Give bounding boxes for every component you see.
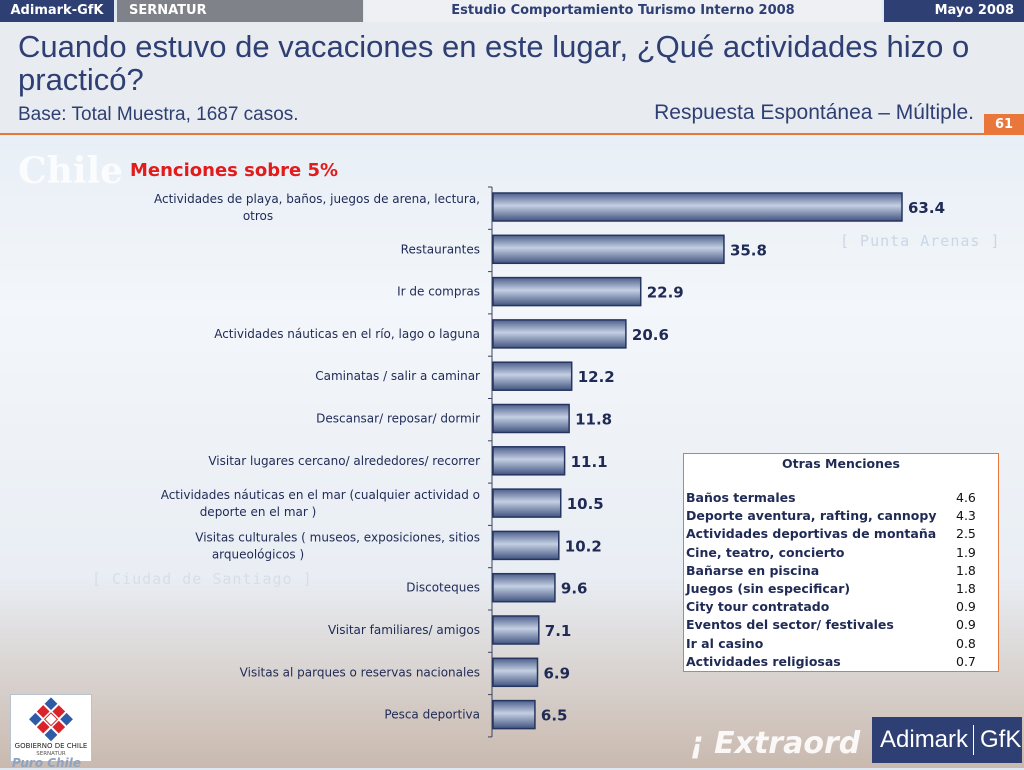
date-label: Mayo 2008 [884, 0, 1024, 22]
data-label-9: 10.2 [564, 537, 602, 556]
other-mention-value: 1.8 [956, 562, 976, 578]
other-mention-name: Ir al casino [686, 635, 764, 651]
other-mention-value: 4.3 [956, 508, 976, 524]
category-label-1-line-2: otros [242, 209, 274, 223]
other-mention-row [686, 526, 996, 544]
base-text: Base: Total Muestra, 1687 casos. [18, 104, 299, 125]
other-mention-name: Eventos del sector/ festivales [686, 617, 894, 633]
category-label-9-line-1: Visitas culturales ( museos, exposiciones, sitios [195, 530, 480, 545]
other-mentions-title: Otras Menciones [782, 456, 900, 471]
other-mention-name: Cine, teatro, concierto [686, 544, 845, 560]
data-label-4: 20.6 [631, 325, 669, 344]
bar-8 [493, 489, 561, 517]
data-label-5: 12.2 [577, 368, 615, 387]
adimark-wordmark: Adimark [880, 726, 969, 753]
bar-3 [493, 278, 641, 306]
category-label-3: Ir de compras [397, 284, 480, 299]
category-label-8-line-2: deporte en el mar ) [199, 505, 317, 520]
category-label-5: Caminatas / salir a caminar [315, 369, 480, 384]
data-label-11: 7.1 [544, 622, 572, 640]
category-label-2: Restaurantes [400, 242, 480, 257]
other-mention-name: Actividades deportivas de montaña [686, 526, 937, 542]
gfk-wordmark: GfK [980, 726, 1022, 753]
other-mention-row [686, 490, 996, 508]
data-label-3: 22.9 [646, 283, 684, 302]
bar-1 [493, 193, 902, 221]
response-type: Respuesta Espontánea – Múltiple. [654, 101, 974, 124]
other-mention-value: 0.7 [956, 653, 976, 669]
bar-2 [493, 235, 724, 263]
data-label-1: 63.4 [908, 199, 946, 217]
other-mention-name: Juegos (sin especificar) [686, 581, 851, 596]
adimark-gfk-logo [872, 717, 1022, 763]
gobierno-emblem-icon [11, 695, 91, 741]
data-label-12: 6.9 [543, 664, 571, 683]
data-label-13: 6.5 [540, 706, 568, 725]
bar-13 [493, 701, 535, 729]
other-mention-row [686, 508, 996, 526]
other-mention-row [686, 599, 996, 617]
gobierno-logo [10, 694, 92, 762]
data-label-6: 11.8 [575, 410, 613, 429]
bar-7 [493, 447, 565, 475]
category-label-6: Descansar/ reposar/ dormir [316, 411, 480, 426]
bar-11 [493, 616, 539, 644]
bar-4 [493, 320, 626, 348]
category-label-1-line-1: Actividades de playa, baños, juegos de arena, lectura, [154, 192, 480, 206]
category-label-12: Visitas al parques o reservas nacionales [239, 665, 480, 680]
bar-6 [493, 405, 569, 433]
background-punta-arenas: [ Punta Arenas ] [840, 232, 1001, 250]
background-chile-text: Chile [18, 150, 124, 192]
category-label-8-line-1: Actividades náuticas en el mar (cualquier actividad o [160, 488, 480, 503]
data-label-8: 10.5 [566, 495, 604, 514]
other-mention-row [686, 636, 996, 654]
other-mention-name: Bañarse en piscina [686, 562, 820, 578]
background-santiago: [ Ciudad de Santiago ] [92, 570, 313, 588]
category-label-13: Pesca deportiva [384, 707, 480, 722]
other-mention-row [686, 617, 996, 635]
other-mention-value: 1.8 [956, 581, 976, 596]
bar-9 [493, 531, 559, 559]
bar-12 [493, 658, 538, 686]
data-label-2: 35.8 [729, 241, 767, 260]
chart-title: Menciones sobre 5% [130, 160, 339, 181]
bar-10 [493, 574, 555, 602]
client-label: SERNATUR [117, 0, 363, 22]
category-label-7: Visitar lugares cercano/ alrededores/ recorrer [208, 453, 480, 468]
other-mention-value: 0.9 [956, 599, 976, 615]
gobierno-label: GOBIERNO DE CHILE [14, 742, 88, 750]
other-mention-value: 2.5 [956, 526, 976, 542]
bar-5 [493, 362, 572, 390]
category-label-10: Discoteques [406, 580, 480, 595]
other-mention-value: 0.9 [956, 617, 976, 633]
other-mention-name: City tour contratado [686, 599, 830, 615]
category-label-9-line-2: arqueológicos ) [211, 547, 305, 562]
category-label-11: Visitar familiares/ amigos [327, 623, 480, 637]
study-label: Estudio Comportamiento Turismo Interno 2008 [364, 0, 882, 22]
other-mention-row [686, 581, 996, 599]
other-mention-value: 1.9 [956, 544, 976, 560]
page-number: 61 [984, 114, 1024, 135]
other-mention-row [686, 654, 996, 672]
logo-separator [973, 725, 974, 755]
puro-chile-label: Puro Chile [12, 756, 81, 770]
page-title: Cuando estuvo de vacaciones en este lugar, ¿Qué actividades hizo o practicó? [18, 29, 970, 97]
data-label-7: 11.1 [570, 452, 608, 471]
other-mention-name: Actividades religiosas [686, 653, 841, 669]
other-mention-name: Baños termales [686, 490, 796, 505]
header-divider [0, 133, 1024, 135]
other-mentions-box [683, 453, 999, 672]
data-label-10: 9.6 [560, 579, 588, 598]
other-mention-name: Deporte aventura, rafting, cannopy [686, 508, 937, 524]
sernatur-small-label: SERNATUR [36, 751, 66, 757]
other-mention-value: 4.6 [956, 490, 976, 505]
other-mention-row [686, 545, 996, 563]
background-extraordinario: ¡ Extraord [690, 726, 861, 761]
other-mention-value: 0.8 [956, 635, 976, 651]
other-mention-row [686, 563, 996, 581]
top-bar [0, 0, 1024, 22]
brand-label: Adimark-GfK [0, 0, 114, 22]
category-label-4: Actividades náuticas en el río, lago o laguna [214, 326, 480, 341]
